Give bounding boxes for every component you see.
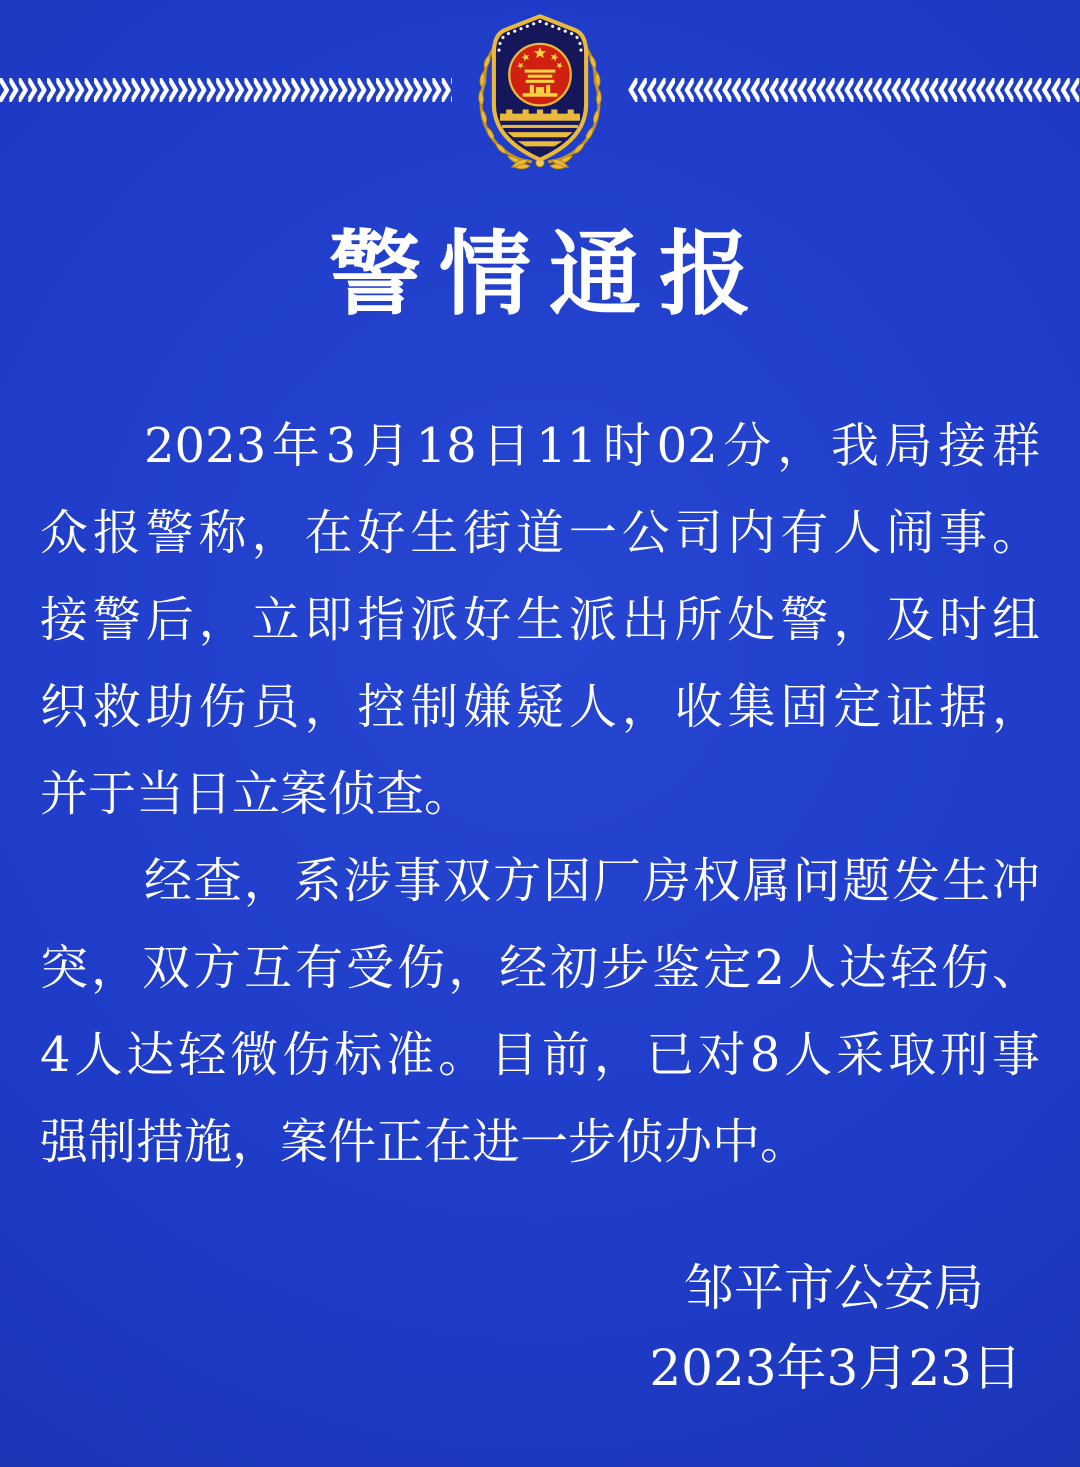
body-line: 众报警称，在好生街道一公司内有人闹事。 [40,504,1040,561]
paragraph-2 [40,838,1040,1186]
notice-header [0,0,1080,180]
china-police-badge-icon [468,6,612,170]
body-line: 经查，系涉事双方因厂房权属问题发生冲 [144,852,1040,909]
body-line: 2023年3月18日11时02分，我局接群 [144,417,1040,474]
body-line: 并于当日立案侦查。 [40,765,473,822]
notice-signature [0,1248,1080,1408]
notice-title: 警情通报 [328,220,769,328]
body-line: 接警后，立即指派好生派出所处警，及时组 [40,591,1040,648]
body-line: 强制措施，案件正在进一步侦办中。 [40,1113,809,1170]
signature-date: 2023年3月23日 [649,1338,1022,1397]
chevron-band-right-icon [628,78,1080,102]
notice-body [0,403,1080,1186]
body-line: 织救助伤员，控制嫌疑人，收集固定证据， [40,678,1040,735]
body-line: 突，双方互有受伤，经初步鉴定2人达轻伤、 [40,939,1040,996]
body-line: 4人达轻微伤标准。目前，已对8人采取刑事 [40,1026,1040,1083]
signature-agency: 邹平市公安局 [684,1258,984,1317]
chevron-band-left-icon [0,78,452,102]
paragraph-1 [40,403,1040,838]
